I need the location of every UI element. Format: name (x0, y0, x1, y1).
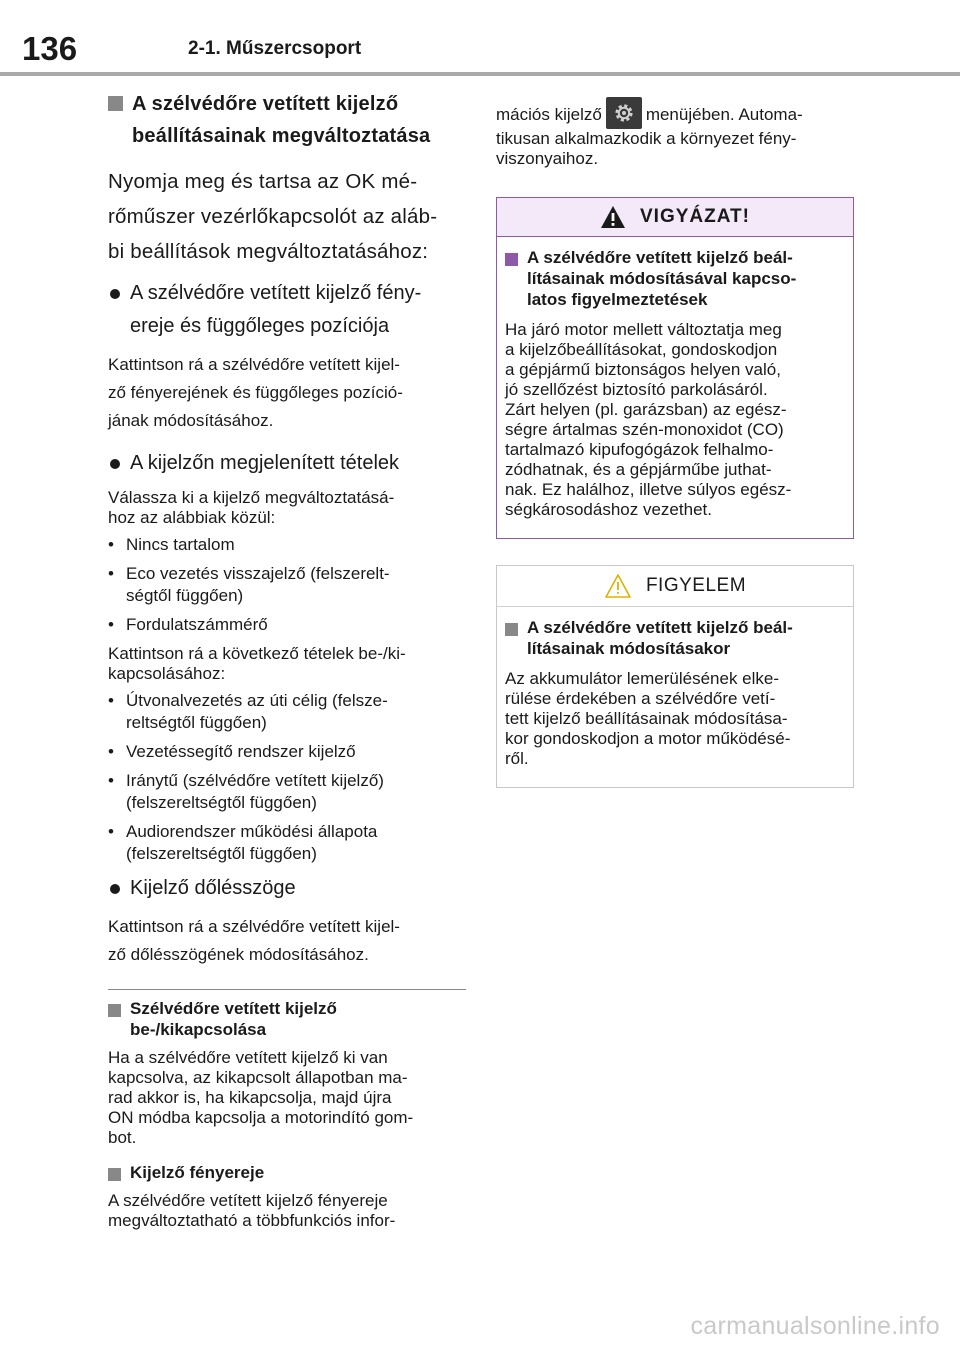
section-divider (108, 989, 466, 990)
heading-line: Szélvédőre vetített kijelző (130, 999, 337, 1018)
bullet-displayed-items (108, 447, 466, 480)
list-item: • Iránytű (szélvédőre vetített kijelző) (felszereltségtől függően) (108, 771, 384, 812)
text-line: bot. (108, 1128, 137, 1147)
text-line: kor gondoskodjon a motor működésé- (505, 729, 791, 748)
text-line: viszonyaihoz. (496, 149, 599, 168)
text-line: rad akkor is, ha kikapcsolja, majd újra (108, 1088, 392, 1107)
bullet2-text (108, 488, 466, 528)
text-line: megváltoztatható a többfunkciós infor- (108, 1211, 396, 1230)
text-line: ző dőlésszögének módosításához. (108, 945, 369, 964)
text-line: ző fényerejének és függőleges pozíció- (108, 383, 403, 402)
section-heading-brightness (108, 1162, 466, 1183)
section-square-icon (505, 253, 518, 266)
lead-paragraph (108, 164, 466, 269)
notice-label: FIGYELEM (645, 575, 747, 596)
ok-button-label: OK (345, 170, 376, 193)
text-line: Kattintson rá a szélvédőre vetített kijel- (108, 355, 400, 374)
text-line: rülése érdekében a szélvédőre vetí- (505, 689, 776, 708)
bullet-dot-icon (110, 884, 120, 894)
section-square-icon (108, 1004, 121, 1017)
bullet-line: ereje és függőleges pozíciója (130, 315, 390, 337)
text-line: ségkárosodáshoz vezethet. (505, 500, 712, 519)
list-item: • Fordulatszámmérő (108, 615, 268, 634)
text-line: Ha a szélvédőre vetített kijelző ki van (108, 1048, 388, 1067)
text-line: kapcsolásához: (108, 664, 226, 683)
text-line: nak. Ez halálhoz, illetve súlyos egész- (505, 480, 792, 499)
list-item: • Audiorendszer működési állapota (felszereltségtől függően) (108, 822, 378, 863)
list-item: • Útvonalvezetés az úti célig (felsze- reltségtől függően) (108, 691, 388, 732)
warning-text (505, 320, 845, 520)
text-line: kapcsolva, az kikapcsolt állapotban ma- (108, 1068, 408, 1087)
warning-label: VIGYÁZAT! (640, 206, 750, 227)
notice-box (496, 565, 854, 788)
toggle-text (108, 644, 466, 684)
bullet-dot-icon (110, 459, 120, 469)
header-rule (0, 72, 960, 76)
text-line: ségre ártalmas szén-monoxidot (CO) (505, 420, 784, 439)
toggle-item-list (108, 690, 466, 865)
section-square-icon (108, 96, 123, 111)
text-line: ON módba kapcsolja a motorindító gom- (108, 1108, 414, 1127)
list-item: • Nincs tartalom (108, 535, 235, 554)
heading-line: be-/kikapcsolása (130, 1020, 267, 1039)
brightness-text (108, 1191, 466, 1231)
bullet-line: A kijelzőn megjelenített tételek (130, 452, 400, 474)
notice-box-header (497, 566, 853, 607)
lead-line: rőműszer vezérlőkapcsolót az aláb- (108, 205, 438, 228)
text-line: a kijelzőbeállításokat, gondoskodjon (505, 340, 778, 359)
gear-icon (606, 97, 642, 129)
bullet-display-angle (108, 872, 466, 905)
warning-heading (505, 247, 845, 310)
notice-text (505, 669, 845, 769)
text-line: tartalmazó kipufogógázok felhalmo- (505, 440, 774, 459)
section-heading-hud-settings (108, 88, 466, 152)
section-heading-on-off (108, 998, 466, 1040)
notice-heading (505, 617, 845, 659)
bullet-brightness-position (108, 277, 466, 343)
text-line: Az akkumulátor lemerülésének elke- (505, 669, 780, 688)
text-line: Kattintson rá a következő tételek be-/ki- (108, 644, 406, 663)
text-line: hoz az alábbiak közül: (108, 508, 276, 527)
heading-line: Kijelző fényereje (130, 1163, 265, 1182)
text-line: Válassza ki a kijelző megváltoztatásá- (108, 488, 395, 507)
text-line: a gépjármű biztonságos helyen való, (505, 360, 781, 379)
bullet1-text (108, 351, 466, 435)
continued-text (496, 97, 854, 169)
lead-line: bi beállítások megváltoztatásához: (108, 240, 429, 263)
display-item-list (108, 534, 466, 636)
text-line: tikusan alkalmazkodik a környezet fény- (496, 129, 797, 148)
warning-triangle-icon (600, 205, 626, 229)
heading-line: A szélvédőre vetített kijelző beál- (527, 618, 793, 637)
text-line: jának módosításához. (108, 411, 274, 430)
text-line: Ha járó motor mellett változtatja meg (505, 320, 782, 339)
heading-line: latos figyelmeztetések (527, 290, 708, 309)
warning-box (496, 197, 854, 539)
text-line: jó szellőzést biztosító parkolásáról. (505, 380, 768, 399)
section-heading-text (132, 88, 430, 152)
heading-line: beállításainak megváltoztatása (132, 125, 431, 147)
text-line: ről. (505, 749, 529, 768)
left-column (108, 88, 466, 1237)
lead-text: mé- (381, 170, 418, 193)
heading-line: A szélvédőre vetített kijelző (132, 93, 399, 115)
text-line: tett kijelző beállításainak módosítása- (505, 709, 788, 728)
bullet-line: A szélvédőre vetített kijelző fény- (130, 282, 422, 304)
text-line: zódhatnak, és a gépjárműbe juthat- (505, 460, 772, 479)
text-part: menüjében. Automa- (645, 105, 803, 124)
right-column (496, 97, 854, 788)
section-square-icon (108, 1168, 121, 1181)
bullet-line: Kijelző dőlésszöge (130, 877, 296, 899)
warning-box-header (497, 198, 853, 237)
bullet-dot-icon (110, 289, 120, 299)
on-off-text (108, 1048, 466, 1148)
heading-line: lításainak módosításával kapcso- (527, 269, 797, 288)
watermark: carmanualsonline.info (690, 1312, 940, 1340)
lead-text: Nyomja meg és tartsa az (108, 170, 340, 193)
text-line: A szélvédőre vetített kijelző fényereje (108, 1191, 388, 1210)
heading-line: A szélvédőre vetített kijelző beál- (527, 248, 793, 267)
list-item: • Eco vezetés visszajelző (felszerelt- ségtől függően) (108, 564, 390, 605)
heading-line: lításainak módosításakor (527, 639, 731, 658)
caution-triangle-icon (604, 573, 632, 599)
text-part: mációs kijelző (496, 105, 602, 124)
chapter-title: 2-1. Műszercsoport (188, 38, 362, 59)
section-square-icon (505, 623, 518, 636)
page-number: 136 (22, 30, 78, 67)
bullet3-text (108, 913, 466, 969)
text-line: Zárt helyen (pl. garázsban) az egész- (505, 400, 787, 419)
text-line: Kattintson rá a szélvédőre vetített kijel- (108, 917, 400, 936)
list-item: • Vezetéssegítő rendszer kijelző (108, 742, 356, 761)
